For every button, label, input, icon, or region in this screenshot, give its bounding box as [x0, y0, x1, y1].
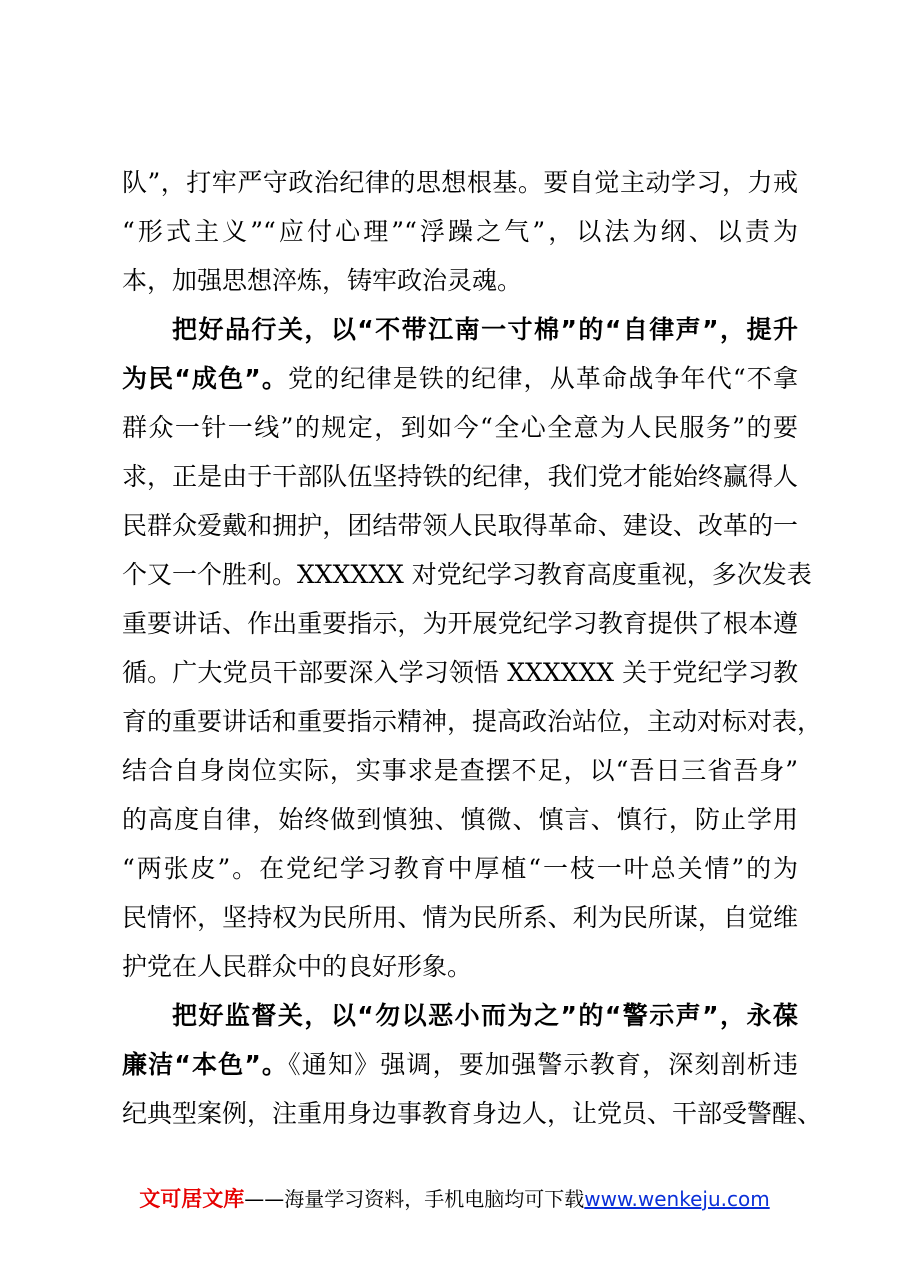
text-line — [122, 354, 798, 403]
section-heading: 把好监督关，以“勿以恶小而为之”的“警示声”，永葆 — [172, 1001, 798, 1030]
text-line: 群众一针一线”的规定，到如今“全心全意为人民服务”的要 — [122, 413, 798, 442]
footer-brand: 文可居文库 — [139, 1187, 245, 1211]
text-line: 育的重要讲话和重要指示精神，提高政治站位，主动对标对表， — [122, 707, 823, 736]
text-line: 纪典型案例，注重用身边事教育身边人，让党员、干部受警醒、 — [122, 1099, 823, 1128]
paragraph — [122, 991, 823, 1138]
text-line: 本，加强思想淬炼，铸牢政治灵魂。 — [122, 266, 523, 295]
text-line: 民情怀，坚持权为民所用、情为民所系、利为民所谋，自觉维 — [122, 903, 798, 932]
footer-slogan: ——海量学习资料，手机电脑均可下载 — [244, 1187, 585, 1211]
text-line: 个又一个胜利。XXXXXX 对党纪学习教育高度重视，多次发表 — [122, 560, 812, 589]
text-line: 结合自身岗位实际，实事求是查摆不足，以“吾日三省吾身” — [122, 756, 798, 785]
text-line: “两张皮”。在党纪学习教育中厚植“一枝一叶总关情”的为 — [122, 854, 798, 883]
footer-link[interactable]: www.wenkeju.com — [584, 1187, 770, 1211]
section-heading: 把好品行关，以“不带江南一寸棉”的“自律声”，提升 — [172, 315, 798, 344]
section-heading-tail: 廉洁“本色”。 — [122, 1050, 289, 1079]
footer-banner — [0, 1183, 909, 1213]
text-line: 重要讲话、作出重要指示，为开展党纪学习教育提供了根本遵 — [122, 609, 798, 638]
text-line: 民群众爱戴和拥护，团结带领人民取得革命、建设、改革的一 — [122, 511, 798, 540]
paragraph — [122, 158, 798, 305]
text-line: 求，正是由于干部队伍坚持铁的纪律，我们党才能始终赢得人 — [122, 462, 798, 491]
text-line: 循。广大党员干部要深入学习领悟 XXXXXX 关于党纪学习教 — [122, 658, 798, 687]
paragraph — [122, 305, 823, 991]
text-line: 的高度自律，始终做到慎独、慎微、慎言、慎行，防止学用 — [122, 805, 798, 834]
text-line — [122, 1040, 798, 1089]
section-heading-tail: 为民“成色”。 — [122, 364, 289, 393]
text-line: 护党在人民群众中的良好形象。 — [122, 952, 473, 981]
document-body — [122, 158, 823, 1138]
text-span: 《通知》强调，要加强警示教育，深刻剖析违 — [288, 1050, 798, 1079]
text-span: 党的纪律是铁的纪律，从革命战争年代“不拿 — [288, 364, 798, 393]
text-line: 队”，打牢严守政治纪律的思想根基。要自觉主动学习，力戒 — [122, 168, 798, 197]
text-line: “形式主义”“应付心理”“浮躁之气”，以法为纲、以责为 — [122, 217, 798, 246]
